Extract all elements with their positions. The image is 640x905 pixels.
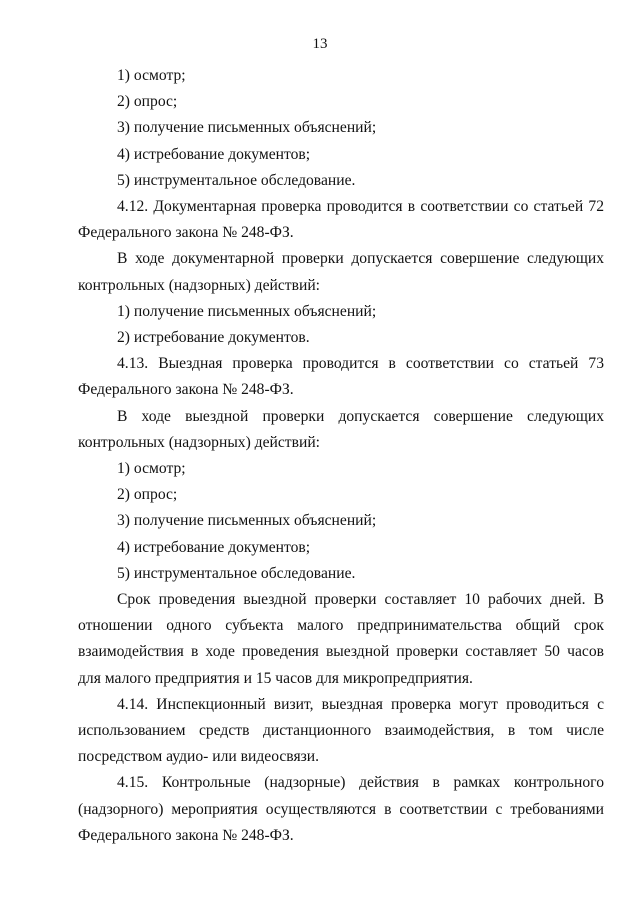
- documentary-check-actions-intro: В ходе документарной проверки допускается совершение следующих контрольных (надзорных) действий:: [78, 250, 604, 294]
- list-item: 4) истребование документов;: [117, 145, 311, 163]
- document-body: [78, 63, 604, 849]
- list-item: 2) истребование документов.: [117, 329, 310, 347]
- list-item: 4) истребование документов;: [117, 538, 311, 556]
- list-item: 1) осмотр;: [117, 67, 186, 84]
- list-item: 5) инструментальное обследование.: [117, 564, 356, 582]
- list-item: 3) получение письменных объяснений;: [117, 512, 377, 530]
- clause-4-13: 4.13. Выездная проверка проводится в соответствии со статьей 73 Федерального закона № 248-ФЗ.: [78, 355, 604, 399]
- list-item: 1) получение письменных объяснений;: [117, 302, 377, 320]
- list-item: 5) инструментальное обследование.: [117, 171, 356, 189]
- page-number: 13: [312, 36, 328, 52]
- clause-4-14: 4.14. Инспекционный визит, выездная проверка могут проводиться с использованием средств дистанционного взаимодействия, в том числе посредством аудио- или видеосвязи.: [78, 695, 604, 766]
- list-item: 2) опрос;: [117, 93, 178, 111]
- list-item: 1) осмотр;: [117, 460, 186, 478]
- list-item: 3) получение письменных объяснений;: [117, 119, 377, 137]
- list-item: 2) опрос;: [117, 486, 178, 504]
- clause-4-15: 4.15. Контрольные (надзорные) действия в рамках контрольного (надзорного) мероприятия осуществляются в соответствии с требованиями Федерального закона № 248-ФЗ.: [78, 774, 604, 844]
- onsite-check-actions-intro: В ходе выездной проверки допускается совершение следующих контрольных (надзорных) действий:: [78, 407, 604, 451]
- onsite-check-duration: Срок проведения выездной проверки составляет 10 рабочих дней. В отношении одного субъекта малого предпринимательства общий срок взаимодействия в ходе проведения выездной проверки составляет 50 часов для малого предприятия и 15 часов для микропредприятия.: [78, 591, 604, 687]
- clause-4-12: 4.12. Документарная проверка проводится в соответствии со статьей 72 Федерального закона № 248-ФЗ.: [78, 198, 604, 242]
